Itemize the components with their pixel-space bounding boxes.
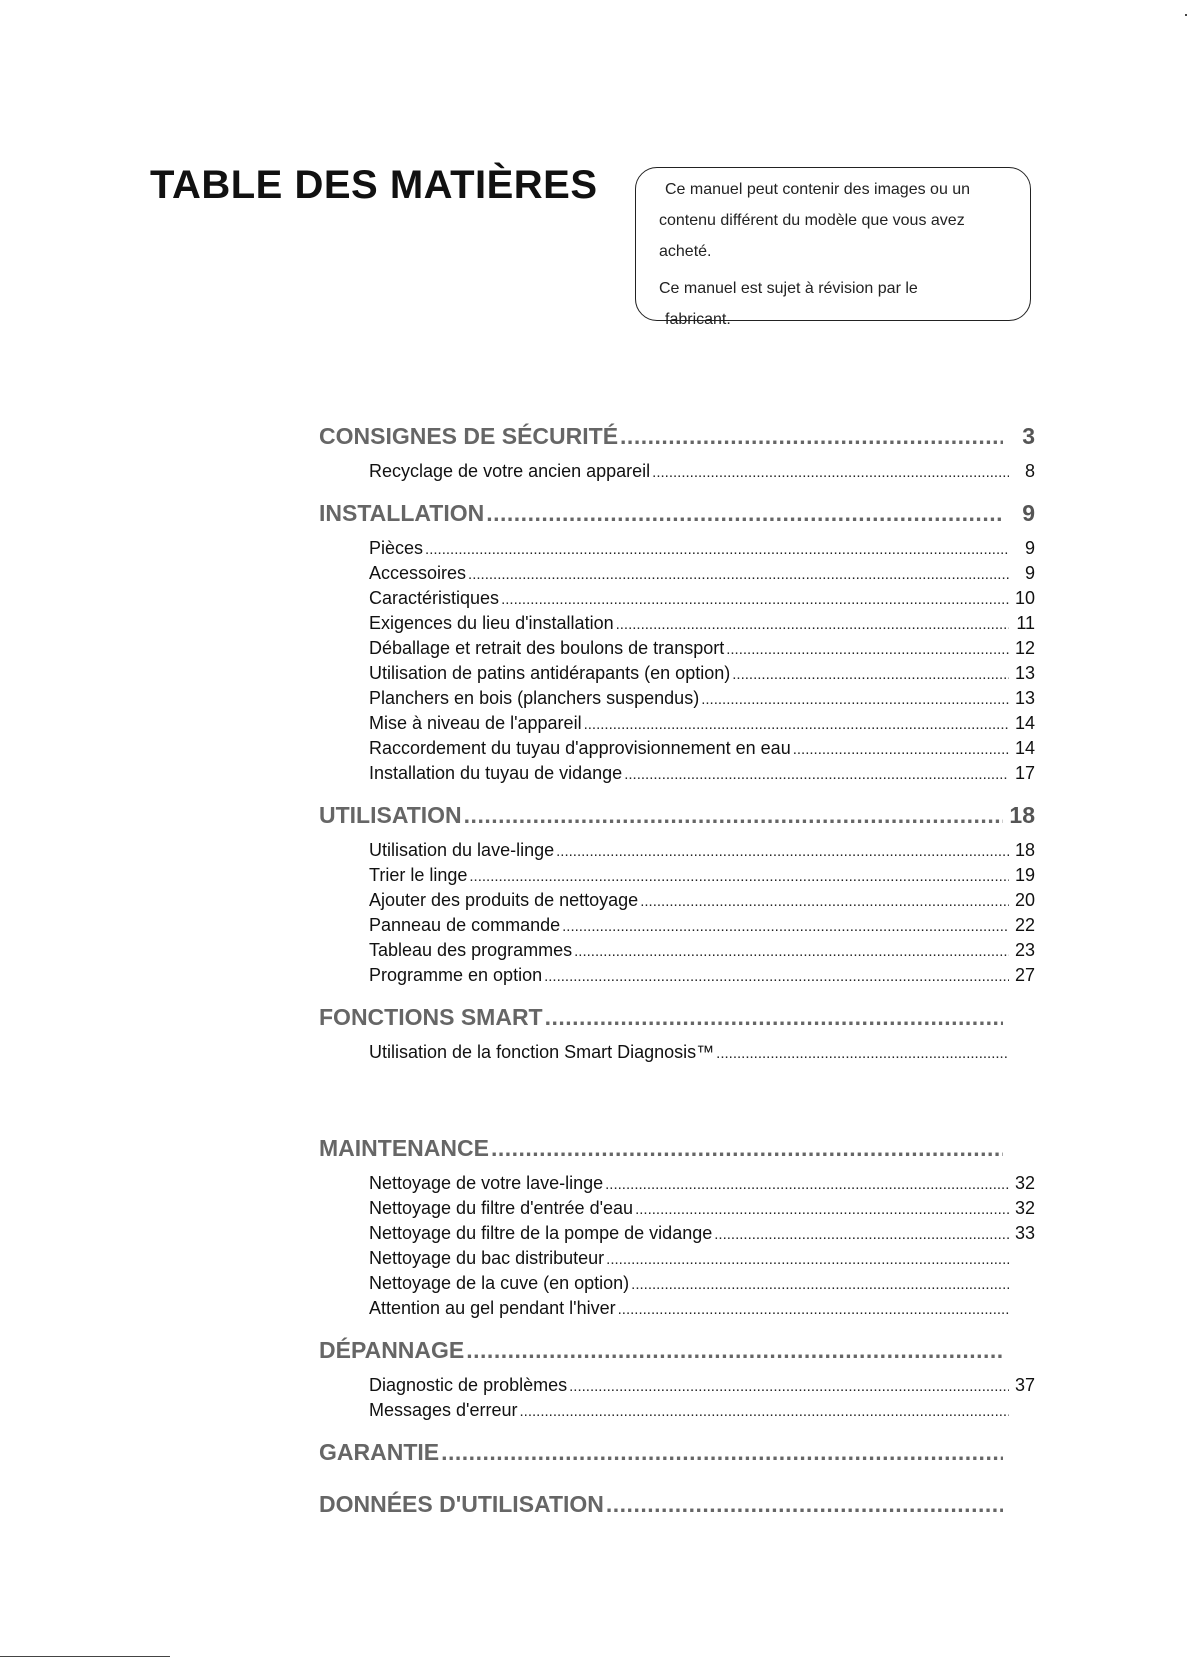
toc-entry[interactable] bbox=[319, 1173, 1035, 1198]
toc-page-number: 9 bbox=[1024, 538, 1035, 558]
toc-section-title: MAINTENANCE bbox=[319, 1135, 489, 1161]
toc-entry[interactable] bbox=[319, 663, 1035, 688]
disclaimer-notice-box bbox=[635, 167, 1031, 328]
toc-entry-label: Nettoyage de votre lave-linge bbox=[369, 1173, 604, 1193]
toc-entry[interactable] bbox=[319, 865, 1035, 890]
dot-leader bbox=[616, 616, 1009, 633]
toc-section-heading[interactable] bbox=[319, 500, 1035, 538]
toc-section bbox=[319, 423, 1035, 486]
toc-entry[interactable] bbox=[319, 1223, 1035, 1248]
dot-leader bbox=[562, 918, 1009, 935]
toc-entry-label: Trier le linge bbox=[369, 865, 468, 885]
toc-entry[interactable] bbox=[319, 1042, 1011, 1067]
toc-section bbox=[319, 1439, 1035, 1477]
toc-entry-label: Diagnostic de problèmes bbox=[369, 1375, 568, 1395]
toc-entry-label: Panneau de commande bbox=[369, 915, 561, 935]
toc-entry[interactable] bbox=[319, 538, 1035, 563]
toc-page-number: 37 bbox=[1014, 1375, 1035, 1395]
toc-page-number: 20 bbox=[1014, 890, 1035, 910]
toc-entry-label: Caractéristiques bbox=[369, 588, 500, 608]
toc-entry[interactable] bbox=[319, 840, 1035, 865]
toc-entry[interactable] bbox=[319, 1375, 1035, 1400]
toc-entry-label: Tableau des programmes bbox=[369, 940, 573, 960]
dot-leader bbox=[545, 1004, 1003, 1031]
toc-entry-label: Programme en option bbox=[369, 965, 543, 985]
toc-page-number: 11 bbox=[1016, 613, 1035, 633]
dot-leader bbox=[544, 968, 1009, 985]
dot-leader bbox=[732, 666, 1009, 683]
toc-page-number: 9 bbox=[1022, 500, 1035, 526]
toc-entry-label: Planchers en bois (planchers suspendus) bbox=[369, 688, 700, 708]
dot-leader bbox=[501, 591, 1009, 608]
footer-rule bbox=[0, 1656, 170, 1657]
toc-section-heading[interactable] bbox=[319, 1337, 1005, 1375]
toc-section bbox=[319, 1135, 1035, 1323]
dot-leader bbox=[716, 1045, 1009, 1062]
notice-line: Ce manuel est sujet à révision par le bbox=[659, 280, 918, 297]
dot-leader bbox=[464, 802, 1003, 829]
dot-leader bbox=[584, 716, 1009, 733]
toc-entry-label: Raccordement du tuyau d'approvisionnement en eau bbox=[369, 738, 791, 758]
dot-leader bbox=[466, 1337, 1003, 1364]
toc-entry-label: Nettoyage du bac distributeur bbox=[369, 1248, 605, 1268]
toc-entry-label: Utilisation de la fonction Smart Diagnosis™ bbox=[369, 1042, 715, 1062]
toc-entry[interactable] bbox=[319, 688, 1035, 713]
toc-entry-label: Utilisation du lave-linge bbox=[369, 840, 555, 860]
scan-mark bbox=[1185, 14, 1187, 16]
toc-entry-label: Ajouter des produits de nettoyage bbox=[369, 890, 639, 910]
toc-entry[interactable] bbox=[319, 713, 1035, 738]
dot-leader bbox=[793, 741, 1009, 758]
toc-entry-label: Messages d'erreur bbox=[369, 1400, 518, 1420]
dot-leader bbox=[569, 1378, 1009, 1395]
toc-entry[interactable] bbox=[319, 461, 1035, 486]
toc-page-number: 32 bbox=[1014, 1198, 1035, 1218]
toc-section-heading[interactable] bbox=[319, 1135, 1005, 1173]
dot-leader bbox=[605, 1176, 1009, 1193]
toc-page-number: 12 bbox=[1014, 638, 1035, 658]
toc-page-number: 8 bbox=[1024, 461, 1035, 481]
toc-entry[interactable] bbox=[319, 638, 1035, 663]
toc-entry[interactable] bbox=[319, 613, 1035, 638]
toc-section-title: CONSIGNES DE SÉCURITÉ bbox=[319, 423, 619, 449]
toc-section bbox=[319, 1491, 1035, 1529]
toc-section-title: DONNÉES D'UTILISATION bbox=[319, 1491, 604, 1517]
toc-entry-label: Nettoyage du filtre d'entrée d'eau bbox=[369, 1198, 634, 1218]
dot-leader bbox=[491, 1135, 1003, 1162]
toc-entry[interactable] bbox=[319, 588, 1035, 613]
toc-page-number: 13 bbox=[1014, 688, 1035, 708]
page-title: TABLE DES MATIÈRES bbox=[150, 163, 598, 207]
dot-leader bbox=[606, 1251, 1009, 1268]
dot-leader bbox=[574, 943, 1009, 960]
toc-page-number: 9 bbox=[1024, 563, 1035, 583]
notice-line: contenu différent du modèle que vous avez bbox=[659, 212, 965, 229]
dot-leader bbox=[620, 423, 1003, 450]
toc-page-number: 13 bbox=[1014, 663, 1035, 683]
toc-entry[interactable] bbox=[319, 1248, 1011, 1273]
toc-page-number: 17 bbox=[1014, 763, 1035, 783]
toc-entry[interactable] bbox=[319, 1273, 1011, 1298]
notice-line: Ce manuel peut contenir des images ou un bbox=[665, 181, 971, 198]
dot-leader bbox=[606, 1491, 1003, 1518]
toc-entry-label: Pièces bbox=[369, 538, 424, 558]
toc-section-heading[interactable] bbox=[319, 1004, 1005, 1042]
toc-entry[interactable] bbox=[319, 940, 1035, 965]
dot-leader bbox=[640, 893, 1009, 910]
toc-entry-label: Exigences du lieu d'installation bbox=[369, 613, 614, 633]
notice-line: fabricant. bbox=[665, 311, 731, 328]
toc-page-number: 19 bbox=[1014, 865, 1035, 885]
toc-section bbox=[319, 1004, 1035, 1067]
toc-entry-label: Mise à niveau de l'appareil bbox=[369, 713, 582, 733]
toc-entry[interactable] bbox=[319, 1400, 1011, 1425]
toc-page-number: 23 bbox=[1014, 940, 1035, 960]
dot-leader bbox=[618, 1301, 1009, 1318]
toc-entry[interactable] bbox=[319, 1298, 1011, 1323]
toc-page-number: 10 bbox=[1014, 588, 1035, 608]
dot-leader bbox=[726, 641, 1009, 658]
toc-section-title: DÉPANNAGE bbox=[319, 1337, 465, 1363]
toc-entry[interactable] bbox=[319, 763, 1035, 788]
dot-leader bbox=[635, 1201, 1009, 1218]
toc-section-heading[interactable] bbox=[319, 423, 1035, 461]
dot-leader bbox=[520, 1403, 1010, 1420]
dot-leader bbox=[425, 541, 1009, 558]
toc-entry-label: Installation du tuyau de vidange bbox=[369, 763, 623, 783]
toc-entry-label: Accessoires bbox=[369, 563, 467, 583]
dot-leader bbox=[469, 868, 1009, 885]
dot-leader bbox=[624, 766, 1009, 783]
toc-page-number: 18 bbox=[1009, 802, 1035, 828]
dot-leader bbox=[486, 500, 1003, 527]
toc-section-title: GARANTIE bbox=[319, 1439, 440, 1465]
toc-section-title: INSTALLATION bbox=[319, 500, 485, 526]
toc-section-heading[interactable] bbox=[319, 802, 1035, 840]
toc-entry[interactable] bbox=[319, 965, 1035, 990]
toc-entry-label: Nettoyage de la cuve (en option) bbox=[369, 1273, 630, 1293]
toc-entry-label: Attention au gel pendant l'hiver bbox=[369, 1298, 616, 1318]
toc-page-number: 32 bbox=[1014, 1173, 1035, 1193]
toc-section bbox=[319, 500, 1035, 788]
toc-section bbox=[319, 1337, 1035, 1425]
dot-leader bbox=[441, 1439, 1003, 1466]
toc-entry-label: Nettoyage du filtre de la pompe de vidange bbox=[369, 1223, 713, 1243]
toc-entry-label: Recyclage de votre ancien appareil bbox=[369, 461, 651, 481]
toc-entry[interactable] bbox=[319, 890, 1035, 915]
dot-leader bbox=[468, 566, 1009, 583]
dot-leader bbox=[652, 464, 1009, 481]
toc-entry[interactable] bbox=[319, 563, 1035, 588]
dot-leader bbox=[701, 691, 1009, 708]
toc-page-number: 14 bbox=[1014, 713, 1035, 733]
toc-section bbox=[319, 802, 1035, 990]
dot-leader bbox=[631, 1276, 1009, 1293]
dot-leader bbox=[714, 1226, 1009, 1243]
toc-section-heading[interactable] bbox=[319, 1491, 1005, 1529]
toc-entry[interactable] bbox=[319, 738, 1035, 763]
toc-entry-label: Déballage et retrait des boulons de transport bbox=[369, 638, 725, 658]
notice-line: acheté. bbox=[659, 243, 712, 260]
toc-section-title: FONCTIONS SMART bbox=[319, 1004, 543, 1030]
toc-page-number: 18 bbox=[1014, 840, 1035, 860]
toc-entry[interactable] bbox=[319, 915, 1035, 940]
toc-entry[interactable] bbox=[319, 1198, 1035, 1223]
toc-page-number: 33 bbox=[1014, 1223, 1035, 1243]
toc-page-number: 22 bbox=[1014, 915, 1035, 935]
toc-section-heading[interactable] bbox=[319, 1439, 1005, 1477]
toc-page-number: 27 bbox=[1014, 965, 1035, 985]
toc-page-number: 14 bbox=[1014, 738, 1035, 758]
table-of-contents bbox=[319, 423, 1035, 1543]
toc-page-number: 3 bbox=[1022, 423, 1035, 449]
dot-leader bbox=[556, 843, 1009, 860]
toc-section-title: UTILISATION bbox=[319, 802, 462, 828]
toc-entry-label: Utilisation de patins antidérapants (en option) bbox=[369, 663, 731, 683]
